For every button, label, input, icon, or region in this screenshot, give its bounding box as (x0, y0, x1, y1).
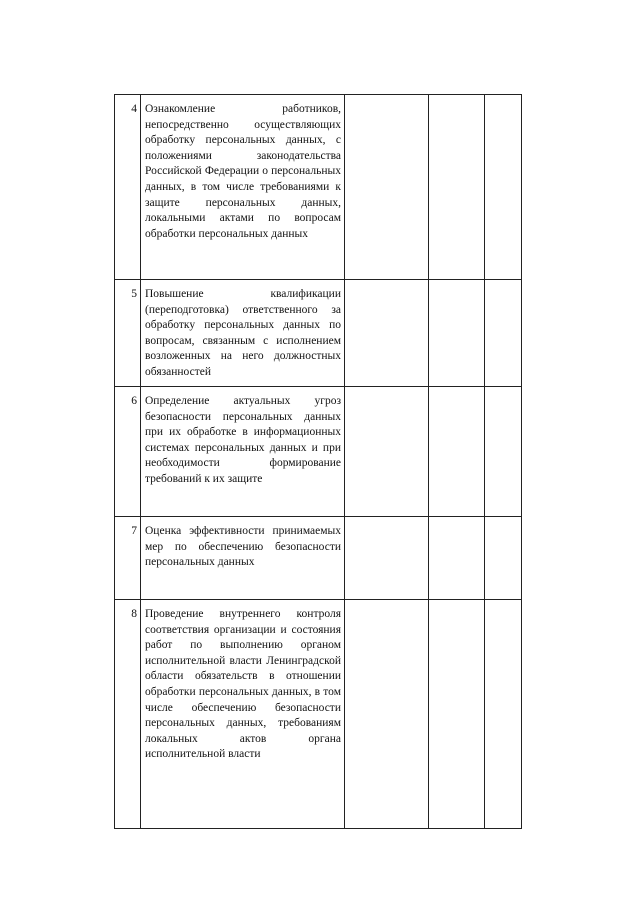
measure-description: Ознакомление работников, непосредственно осуществляющих обработку персональных данных, с положениями законодательства Российской Федерации о персональных данных, в том числе требованиями к защите персональных данных, локальными актами по вопросам обработки персональных данных (141, 95, 345, 280)
row-number: 5 (115, 280, 141, 387)
row-number: 4 (115, 95, 141, 280)
empty-cell (429, 280, 485, 387)
table-row (115, 600, 522, 829)
empty-cell (345, 387, 429, 517)
empty-cell (485, 387, 522, 517)
empty-cell (485, 517, 522, 600)
empty-cell (485, 280, 522, 387)
measure-description: Оценка эффективности принимаемых мер по обеспечению безопасности персональных данных (141, 517, 345, 600)
empty-cell (429, 517, 485, 600)
empty-cell (429, 600, 485, 829)
row-number: 8 (115, 600, 141, 829)
empty-cell (345, 600, 429, 829)
row-number: 7 (115, 517, 141, 600)
measure-description: Повышение квалификации (переподготовка) ответственного за обработку персональных данных по вопросам, связанным с исполнением возложенных на него должностных обязанностей (141, 280, 345, 387)
empty-cell (345, 95, 429, 280)
empty-cell (345, 280, 429, 387)
empty-cell (485, 95, 522, 280)
measure-description: Проведение внутреннего контроля соответствия организации и состояния работ по выполнению органом исполнительной власти Ленинградской области обязательств в отношении обработки персональных данных, в том числе обеспечению безопасности персональных данных, требованиям локальных актов органа исполнительной власти (141, 600, 345, 829)
table-row (115, 387, 522, 517)
measures-table (114, 94, 522, 829)
table-row (115, 517, 522, 600)
measure-description: Определение актуальных угроз безопасности персональных данных при их обработке в информационных системах персональных данных и при необходимости формирование требований к их защите (141, 387, 345, 517)
empty-cell (429, 387, 485, 517)
empty-cell (345, 517, 429, 600)
table-row (115, 95, 522, 280)
empty-cell (429, 95, 485, 280)
row-number: 6 (115, 387, 141, 517)
table-row (115, 280, 522, 387)
empty-cell (485, 600, 522, 829)
